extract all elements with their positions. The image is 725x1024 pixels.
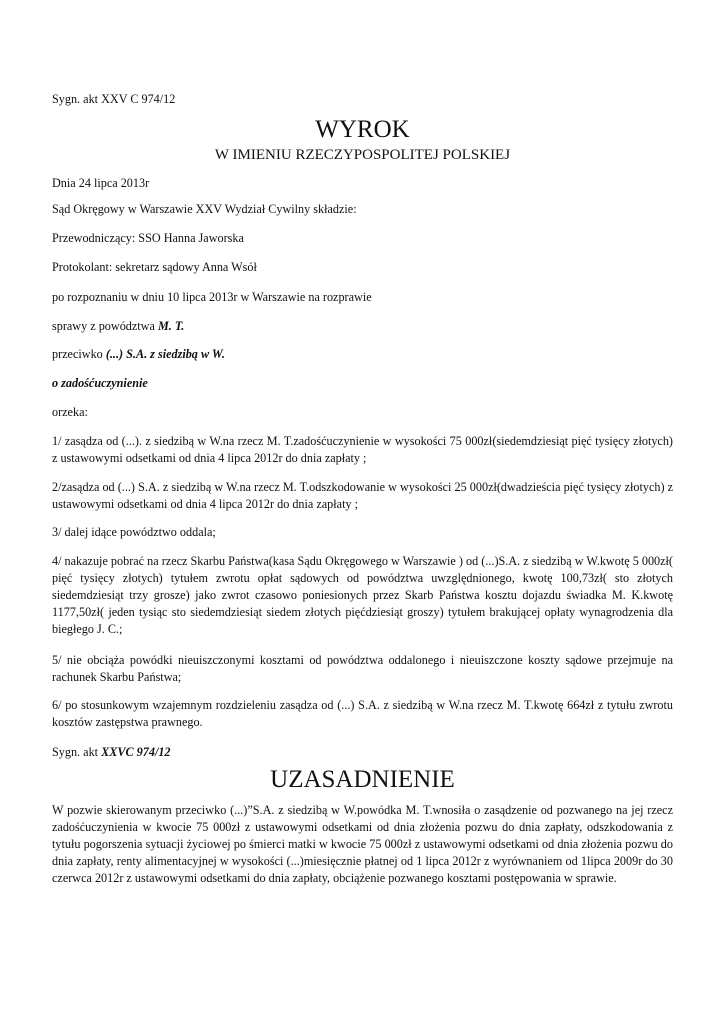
ruling-point-1: 1/ zasądza od (...). z siedzibą w W.na rzecz M. T.zadośćuczynienie w wysokości 75 000zł(siedemdziesiąt pięć tysięcy złotych) z ustawowymi odsetkami od dnia 4 lipca 2012r do dnia zapłaty ; xyxy=(52,434,673,465)
judgment-title: WYROK xyxy=(315,116,410,143)
ruling-intro: orzeka: xyxy=(52,405,88,419)
case-signature: Sygn. akt XXV C 974/12 xyxy=(52,92,176,106)
ruling-point-4: 4/ nakazuje pobrać na rzecz Skarbu Państwa(kasa Sądu Okręgowego w Warszawie ) od (...)S.A. z siedzibą w W.kwotę 5 000zł( pięć tysięcy złotych) tytułem zwrotu opłat sądowych od powództwa uwzględnionego, kwotę 100,73zł( sto złotych siedemdziesiąt trzy grosze) jako zwrot czasowo poniesionych przez Skarb Państwa kosztu dojazdu świadka M. K.kwotę 1177,50zł( jeden tysiąc sto siedemdziesiąt siedem złotych pięćdziesiąt groszy) tytułem brakującej opłaty wynagrodzenia dla biegłego J. C.; xyxy=(52,554,673,636)
plaintiff-name: M. T. xyxy=(157,319,185,333)
case-prefix: sprawy z powództwa xyxy=(52,319,158,333)
judgment-subtitle: W IMIENIU RZECZYPOSPOLITEJ POLSKIEJ xyxy=(214,147,511,163)
judgment-date: Dnia 24 lipca 2013r xyxy=(52,176,150,190)
justification-sygn-prefix: Sygn. akt xyxy=(52,745,102,759)
against-prefix: przeciwko xyxy=(52,347,106,361)
presiding-judge: Przewodniczący: SSO Hanna Jaworska xyxy=(52,231,244,245)
defendant-name: (...) S.A. z siedzibą w W. xyxy=(105,347,225,361)
hearing-info: po rozpoznaniu w dniu 10 lipca 2013r w Warszawie na rozprawie xyxy=(52,290,372,304)
case-defendant-line xyxy=(52,346,673,363)
justification-signature xyxy=(52,744,673,761)
case-plaintiff-line xyxy=(52,318,673,335)
justification-sygn-value: XXVC 974/12 xyxy=(101,745,171,759)
ruling-point-3: 3/ dalej idące powództwo oddala; xyxy=(52,525,216,539)
justification-paragraph: W pozwie skierowanym przeciwko (...)”S.A. z siedzibą w W.powódka M. T.wnosiła o zasądzenie od pozwanego na jej rzecz zadośćuczynienia w kwocie 75 000zł z ustawowymi odsetkami od dnia złożenia pozwu do dnia zapłaty, odszkodowania z tytułu pogorszenia sytuacji życiowej po śmierci matki w kwocie 75 000zł z ustawowymi odsetkami od dnia złożenia pozwu do dnia zapłaty, renty alimentacyjnej w wysokości (...)miesięcznie płatnej od 1 lipca 2012r z wyrównaniem od 1lipca 2009r do 30 czerwca 2012r z ustawowymi odsetkami do dnia zapłaty, obciążenie pozwanego kosztami postępowania w sprawie. xyxy=(52,803,673,885)
ruling-point-6: 6/ po stosunkowym wzajemnym rozdzieleniu zasądza od (...) S.A. z siedzibą w W.na rzecz M. T.kwotę 664zł z tytułu zwrotu kosztów zastępstwa prawnego. xyxy=(52,698,673,729)
justification-title: UZASADNIENIE xyxy=(270,766,455,793)
case-subject: o zadośćuczynienie xyxy=(52,376,148,390)
ruling-point-2: 2/zasądza od (...) S.A. z siedzibą w W.na rzecz M. T.odszkodowanie w wysokości 25 000zł(dwadzieścia pięć tysięcy złotych) z ustawowymi odsetkami od dnia 4 lipca 2012r do dnia zapłaty ; xyxy=(52,480,673,511)
court-composition: Sąd Okręgowy w Warszawie XXV Wydział Cywilny składzie: xyxy=(52,202,357,216)
ruling-point-5: 5/ nie obciąża powódki nieuiszczonymi kosztami od powództwa oddalonego i nieuiszczone koszty sądowe przejmuje na rachunek Skarbu Państwa; xyxy=(52,653,673,684)
court-clerk: Protokolant: sekretarz sądowy Anna Wsół xyxy=(52,260,257,274)
